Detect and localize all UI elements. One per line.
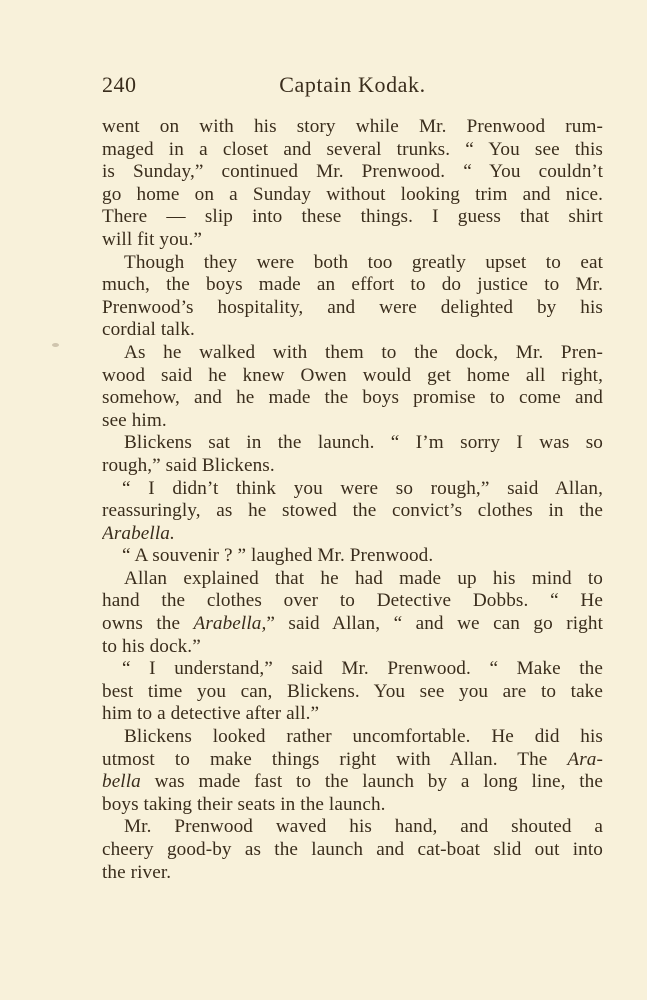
- text-line: somehow, and he made the boys promise to come and: [102, 387, 603, 409]
- running-head: [102, 72, 603, 102]
- text-line: see him.: [102, 409, 167, 431]
- line-text: was made fast to the launch by a long line, the: [140, 771, 603, 793]
- text-line-with-italic: [102, 613, 603, 636]
- text-line: go home on a Sunday without looking trim and nice.: [102, 183, 603, 205]
- text-line: to his dock.”: [102, 635, 201, 657]
- line-text: owns the: [102, 613, 194, 635]
- text-line: wood said he knew Owen would get home all right,: [102, 364, 603, 386]
- italic-boat-name: bella: [102, 771, 141, 793]
- text-line: Prenwood’s hospitality, and were delighted by his: [102, 296, 603, 318]
- paragraph-start-line: “ A souvenir ? ” laughed Mr. Prenwood.: [122, 545, 434, 567]
- text-line: went on with his story while Mr. Prenwood rum-: [102, 116, 603, 137]
- italic-text-line: Arabella.: [102, 522, 175, 544]
- line-text: ” said Allan, “ and we can go right: [266, 613, 603, 635]
- page-number: 240: [102, 72, 137, 97]
- paragraph-start-line: Allan explained that he had made up his mind to: [124, 567, 603, 589]
- text-line: cheery good-by as the launch and cat-boat slid out into: [102, 839, 603, 860]
- text-line: much, the boys made an effort to do justice to Mr.: [102, 274, 603, 296]
- running-title: Captain Kodak.: [279, 72, 426, 97]
- text-line: boys taking their seats in the launch.: [102, 793, 386, 815]
- text-line: maged in a closet and several trunks. “ You see this: [102, 138, 603, 160]
- text-line-with-italic: [102, 749, 603, 772]
- paragraph-start-line: Blickens looked rather uncomfortable. He did his: [124, 726, 603, 748]
- text-line: is Sunday,” continued Mr. Prenwood. “ You couldn’t: [102, 161, 603, 183]
- text-line: best time you can, Blickens. You see you are to take: [102, 680, 603, 702]
- paragraph-start-line: As he walked with them to the dock, Mr. Pren-: [124, 341, 603, 363]
- text-line: rough,” said Blickens.: [102, 454, 275, 476]
- text-line: cordial talk.: [102, 319, 195, 341]
- italic-boat-name: Ara-: [567, 748, 603, 770]
- paragraph-start-line: Blickens sat in the launch. “ I’m sorry I was so: [124, 432, 603, 454]
- body-text: [102, 116, 603, 884]
- paragraph-start-line: Though they were both too greatly upset to eat: [124, 251, 603, 273]
- text-line: reassuringly, as he stowed the convict’s clothes in the: [102, 500, 603, 522]
- text-line-with-italic: [102, 771, 603, 794]
- text-line: the river.: [102, 861, 172, 883]
- paper-smudge: [52, 343, 59, 347]
- paragraph-start-line: Mr. Prenwood waved his hand, and shouted a: [124, 816, 603, 838]
- italic-boat-name: Arabella,: [193, 613, 267, 635]
- line-text: utmost to make things right with Allan. The: [102, 748, 568, 770]
- text-line: will fit you.”: [102, 228, 202, 250]
- text-line: There — slip into these things. I guess that shirt: [102, 206, 603, 228]
- paragraph-start-line: “ I didn’t think you were so rough,” said Allan,: [122, 477, 603, 499]
- paragraph-start-line: “ I understand,” said Mr. Prenwood. “ Make the: [122, 658, 603, 680]
- text-line: him to a detective after all.”: [102, 703, 320, 725]
- text-line: hand the clothes over to Detective Dobbs. “ He: [102, 590, 603, 612]
